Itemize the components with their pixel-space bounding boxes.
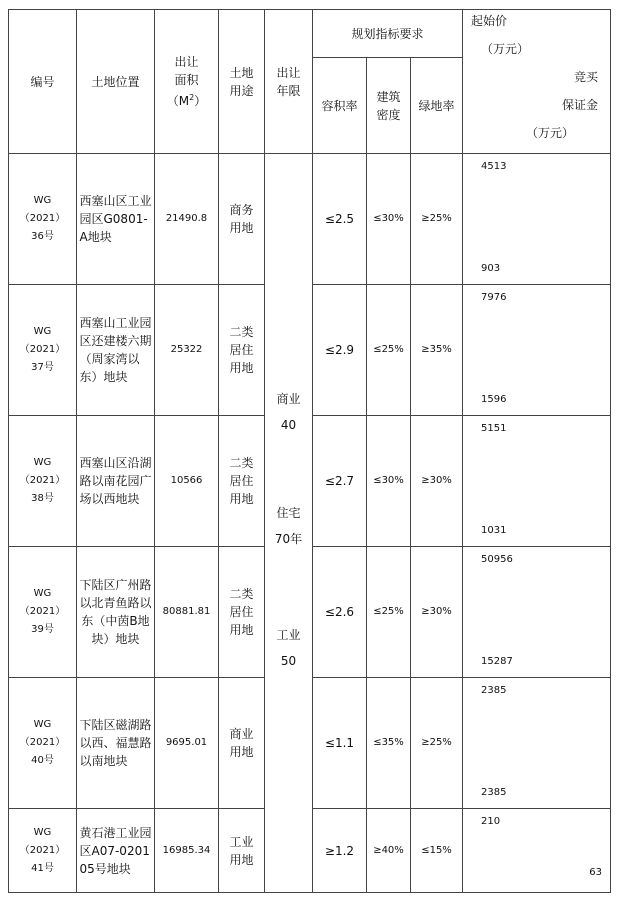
row-start-price: 4513 <box>481 161 507 172</box>
row-location <box>77 416 155 547</box>
row-green: ≥35% <box>411 285 463 416</box>
row-start-price: 7976 <box>481 292 507 303</box>
row-green: ≥25% <box>411 678 463 809</box>
header-area-l2: 面积 <box>174 73 199 87</box>
row-location-text: 西塞山工业园区还建楼六期（周家湾以东）地块 <box>79 316 152 384</box>
row-id-l2: （2021） <box>19 344 66 355</box>
row-start-price: 5151 <box>481 423 507 434</box>
header-density-l2: 密度 <box>376 107 401 122</box>
row-use-text: 二类居住用地 <box>229 587 254 637</box>
row-use <box>219 285 265 416</box>
term-commercial: 商业 <box>276 392 301 406</box>
header-term <box>265 10 313 154</box>
row-price <box>463 678 611 809</box>
row-use-text: 工业用地 <box>229 834 254 867</box>
row-id-l1: WG <box>33 195 52 206</box>
row-area: 9695.01 <box>155 678 219 809</box>
row-use <box>219 678 265 809</box>
row-green: ≥30% <box>411 416 463 547</box>
row-id-l2: （2021） <box>19 737 66 748</box>
row-far: ≤2.9 <box>313 285 367 416</box>
row-id-l1: WG <box>33 719 52 730</box>
row-location <box>77 154 155 285</box>
row-location <box>77 678 155 809</box>
row-id-l3: 37号 <box>31 362 54 373</box>
row-id-l1: WG <box>33 457 52 468</box>
header-price-l4: 保证金 <box>562 98 599 112</box>
row-use-text: 二类居住用地 <box>229 456 254 506</box>
header-location: 土地位置 <box>77 10 155 154</box>
row-id-l1: WG <box>33 588 52 599</box>
row-location <box>77 547 155 678</box>
term-residential: 住宅 <box>276 506 301 520</box>
row-area: 16985.34 <box>155 809 219 893</box>
term-residential-years: 70年 <box>274 532 303 546</box>
header-area-l1: 出让 <box>174 55 199 69</box>
land-auction-table <box>8 9 611 893</box>
row-location <box>77 809 155 893</box>
row-id <box>9 809 77 893</box>
row-far: ≤1.1 <box>313 678 367 809</box>
header-density <box>367 58 411 154</box>
row-id-l1: WG <box>33 326 52 337</box>
row-far: ≤2.7 <box>313 416 367 547</box>
row-price <box>463 416 611 547</box>
header-price-l3: 竞买 <box>574 70 599 84</box>
row-start-price: 50956 <box>481 554 513 565</box>
row-use-text: 二类居住用地 <box>229 325 254 375</box>
row-use <box>219 547 265 678</box>
term-commercial-years: 40 <box>280 418 297 432</box>
row-deposit: 1596 <box>481 394 507 405</box>
row-id <box>9 154 77 285</box>
row-price <box>463 809 611 893</box>
header-area-sup: 2 <box>189 93 195 102</box>
term-industrial-years: 50 <box>280 654 297 668</box>
row-use-text: 商务用地 <box>229 203 254 235</box>
row-far: ≤2.6 <box>313 547 367 678</box>
row-id <box>9 285 77 416</box>
header-planning: 规划指标要求 <box>313 10 463 58</box>
row-location-text: 西塞山区沿湖路以南花园广场以西地块 <box>79 456 152 506</box>
row-price <box>463 154 611 285</box>
row-id-l3: 38号 <box>31 493 54 504</box>
header-far: 容积率 <box>313 58 367 154</box>
row-id <box>9 547 77 678</box>
header-use-l2: 用途 <box>229 83 254 98</box>
row-green: ≥30% <box>411 547 463 678</box>
row-price <box>463 547 611 678</box>
row-deposit: 63 <box>589 867 603 878</box>
row-density: ≥40% <box>367 809 411 893</box>
row-id-l3: 39号 <box>31 624 54 635</box>
row-start-price: 210 <box>481 816 501 827</box>
header-price-l5: （万元） <box>526 126 575 140</box>
row-id-l3: 36号 <box>31 231 54 242</box>
row-location-text: 下陆区磁湖路以西、福慧路以南地块 <box>79 718 152 768</box>
row-use <box>219 416 265 547</box>
row-id <box>9 678 77 809</box>
row-far: ≥1.2 <box>313 809 367 893</box>
row-use <box>219 809 265 893</box>
header-price-l2: （万元） <box>481 42 530 56</box>
header-area-close: ） <box>194 94 207 108</box>
row-deposit: 1031 <box>481 525 507 536</box>
term-industrial: 工业 <box>276 628 301 642</box>
header-area-l3 <box>155 89 218 110</box>
header-use <box>219 10 265 154</box>
header-term-l2: 年限 <box>276 83 301 98</box>
row-green: ≤15% <box>411 809 463 893</box>
row-id <box>9 416 77 547</box>
row-area: 25322 <box>155 285 219 416</box>
header-area <box>155 10 219 154</box>
header-area-unit: （M <box>166 94 190 108</box>
row-area: 80881.81 <box>155 547 219 678</box>
row-id-l2: （2021） <box>19 606 66 617</box>
row-location <box>77 285 155 416</box>
row-density: ≤25% <box>367 285 411 416</box>
row-area: 21490.8 <box>155 154 219 285</box>
header-term-l1: 出让 <box>276 65 301 80</box>
header-density-l1: 建筑 <box>376 89 401 104</box>
row-id-l2: （2021） <box>19 213 66 224</box>
header-id: 编号 <box>9 10 77 154</box>
header-use-l1: 土地 <box>229 65 254 80</box>
row-green: ≥25% <box>411 154 463 285</box>
row-far: ≤2.5 <box>313 154 367 285</box>
row-location-text: 西塞山区工业园区G0801-A地块 <box>79 194 152 244</box>
header-green: 绿地率 <box>411 58 463 154</box>
row-location-text: 黄石港工业园区A07-020105号地块 <box>79 825 152 876</box>
row-start-price: 2385 <box>481 685 507 696</box>
row-id-l3: 40号 <box>31 755 54 766</box>
row-id-l1: WG <box>33 826 52 838</box>
row-location-text: 下陆区广州路以北青鱼路以东（中茵B地块）地块 <box>79 578 152 646</box>
row-id-l2: （2021） <box>19 844 66 856</box>
row-area: 10566 <box>155 416 219 547</box>
row-deposit: 15287 <box>481 656 513 667</box>
row-id-l2: （2021） <box>19 475 66 486</box>
row-deposit: 2385 <box>481 787 507 798</box>
row-price <box>463 285 611 416</box>
header-price-l1: 起始价 <box>471 14 508 28</box>
row-density: ≤30% <box>367 154 411 285</box>
row-density: ≤25% <box>367 547 411 678</box>
row-density: ≤35% <box>367 678 411 809</box>
row-use <box>219 154 265 285</box>
row-density: ≤30% <box>367 416 411 547</box>
row-use-text: 商业用地 <box>229 727 254 759</box>
term-cell <box>265 154 313 893</box>
row-deposit: 903 <box>481 263 501 274</box>
row-id-l3: 41号 <box>31 862 54 874</box>
header-price <box>463 10 611 154</box>
